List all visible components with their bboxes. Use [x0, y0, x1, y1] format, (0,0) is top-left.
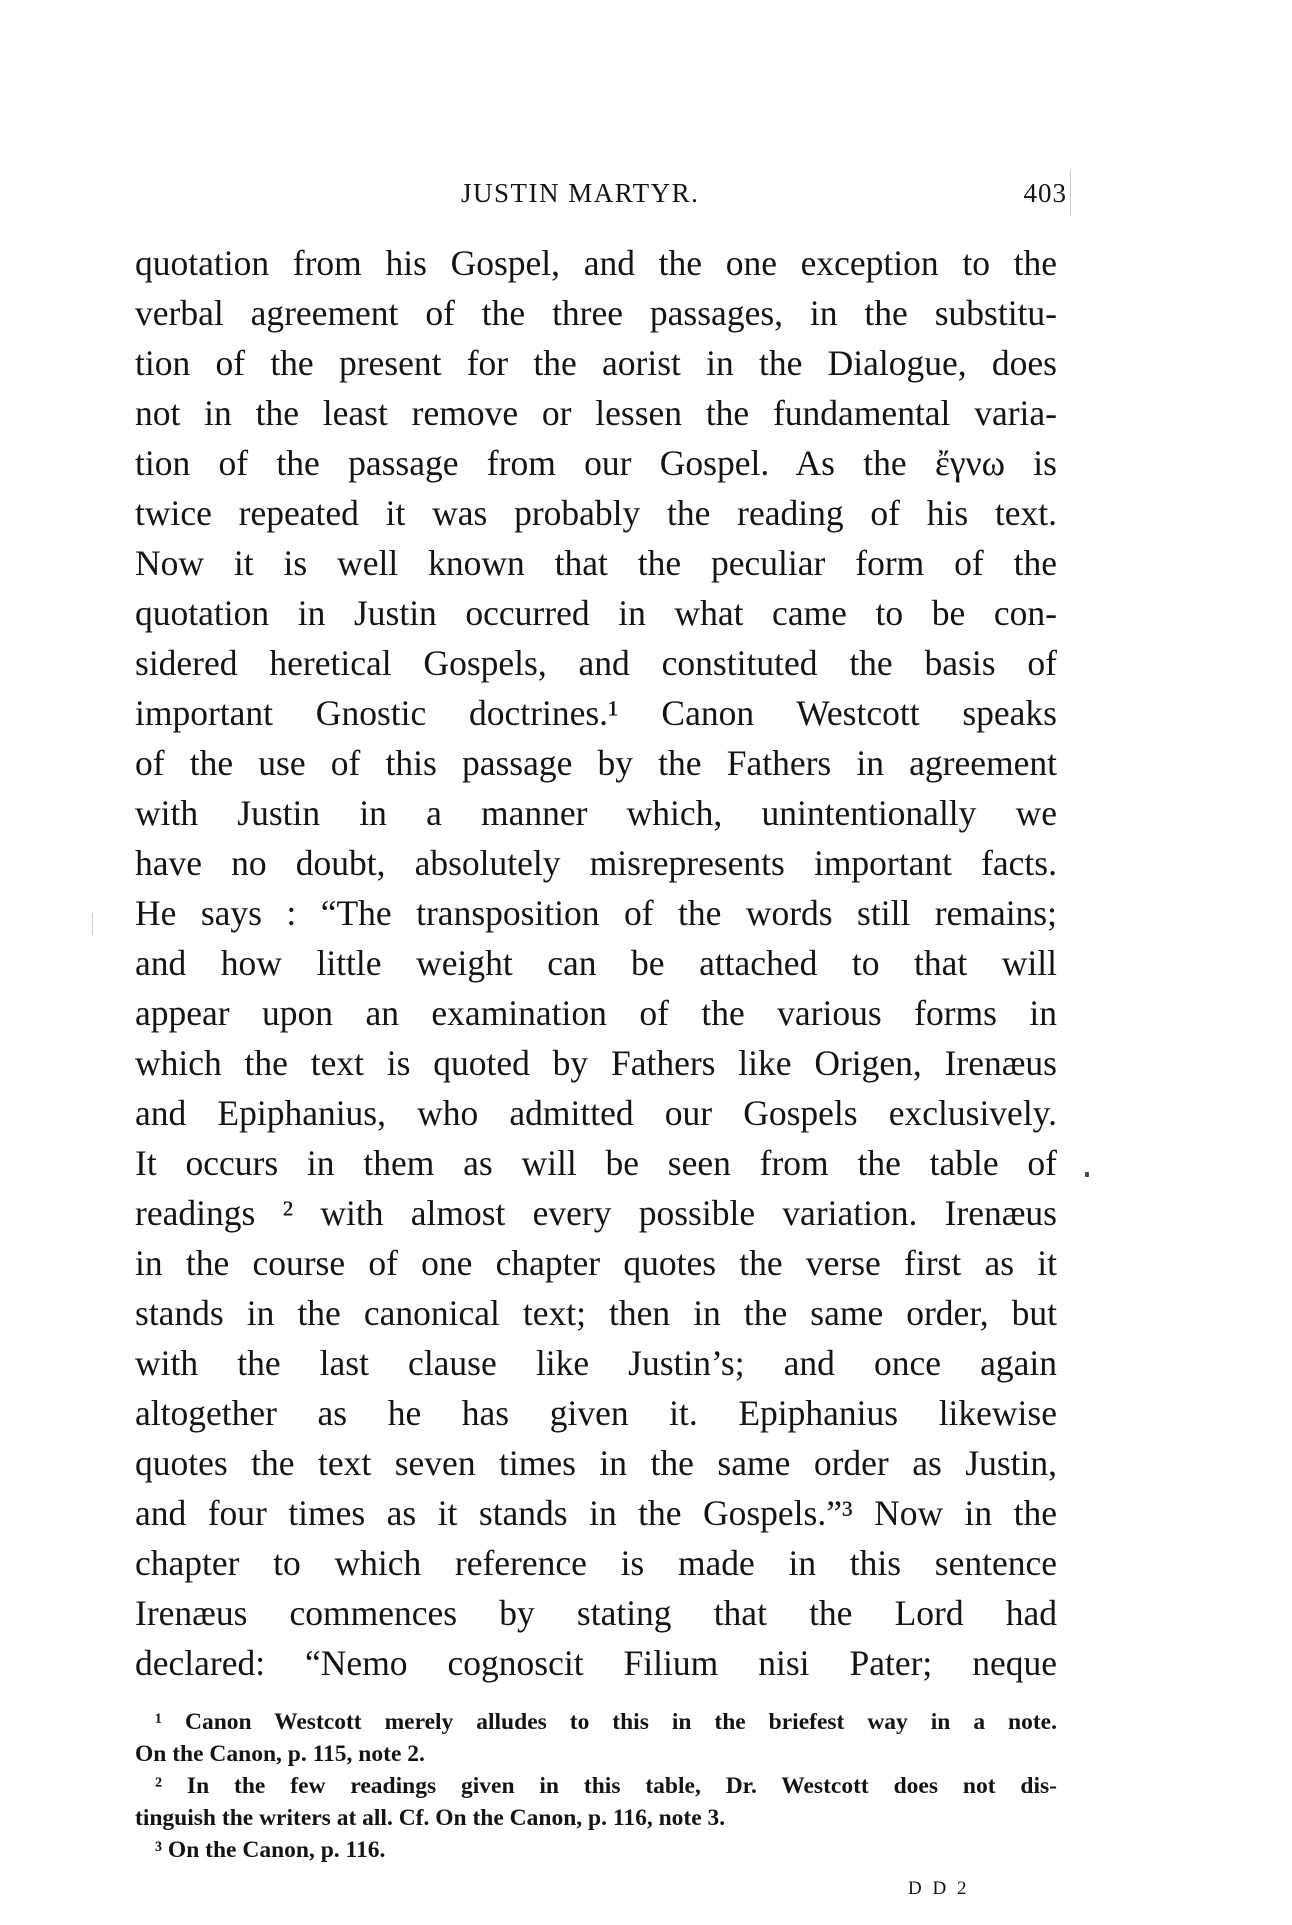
body-line: which the text is quoted by Fathers like Origen, Irenæus — [135, 1043, 1057, 1083]
signature-mark: D D 2 — [908, 1878, 970, 1899]
body-line: quotes the text seven times in the same order as Justin, — [135, 1443, 1057, 1483]
body-line: with the last clause like Justin’s; and once again — [135, 1343, 1057, 1383]
body-line: verbal agreement of the three passages, in the substitu- — [135, 293, 1057, 333]
body-line: twice repeated it was probably the reading of his text. — [135, 493, 1057, 533]
footnote-3-line: ³ On the Canon, p. 116. — [155, 1837, 386, 1863]
body-line: of the use of this passage by the Fathers in agreement — [135, 743, 1057, 783]
body-line: in the course of one chapter quotes the verse first as it — [135, 1243, 1057, 1283]
running-head — [135, 170, 1067, 210]
body-line: quotation in Justin occurred in what came to be con- — [135, 593, 1057, 633]
page-number: 403 — [1023, 178, 1067, 208]
margin-mark — [92, 913, 93, 935]
margin-dot — [1085, 1172, 1089, 1177]
body-line: Irenæus commences by stating that the Lord had — [135, 1593, 1057, 1633]
body-line: It occurs in them as will be seen from the table of — [135, 1143, 1057, 1183]
body-line: quotation from his Gospel, and the one exception to the — [135, 243, 1057, 283]
body-line: stands in the canonical text; then in the same order, but — [135, 1293, 1057, 1333]
footnote-1-line: ¹ Canon Westcott merely alludes to this in the briefest way in a note. — [155, 1709, 1057, 1735]
gutter-mark — [1070, 170, 1071, 216]
footnote-2-line: ² In the few readings given in this table, Dr. Westcott does not dis- — [155, 1773, 1057, 1799]
body-line: altogether as he has given it. Epiphanius likewise — [135, 1393, 1057, 1433]
body-line: Now it is well known that the peculiar form of the — [135, 543, 1057, 583]
body-line: important Gnostic doctrines.¹ Canon Westcott speaks — [135, 693, 1057, 733]
body-line: He says : “The transposition of the words still remains; — [135, 893, 1057, 933]
footnote-2-cont: tinguish the writers at all. Cf. On the Canon, p. 116, note 3. — [135, 1805, 726, 1831]
footnote-1-cont: On the Canon, p. 115, note 2. — [135, 1741, 425, 1767]
body-text — [135, 238, 1057, 1688]
body-line: and Epiphanius, who admitted our Gospels exclusively. — [135, 1093, 1057, 1133]
body-line: and how little weight can be attached to that will — [135, 943, 1057, 983]
body-line: and four times as it stands in the Gospels.”³ Now in the — [135, 1493, 1057, 1533]
body-line: not in the least remove or lessen the fundamental varia- — [135, 393, 1057, 433]
body-line: appear upon an examination of the various forms in — [135, 993, 1057, 1033]
body-line: have no doubt, absolutely misrepresents important facts. — [135, 843, 1057, 883]
body-line: declared: “Nemo cognoscit Filium nisi Pater; neque — [135, 1643, 1057, 1683]
body-line: sidered heretical Gospels, and constituted the basis of — [135, 643, 1057, 683]
body-line: tion of the passage from our Gospel. As the ἔγνω is — [135, 443, 1057, 483]
body-line: with Justin in a manner which, unintentionally we — [135, 793, 1057, 833]
body-line: readings ² with almost every possible variation. Irenæus — [135, 1193, 1057, 1233]
body-line: chapter to which reference is made in this sentence — [135, 1543, 1057, 1583]
running-title: JUSTIN MARTYR. — [461, 178, 700, 208]
body-line: tion of the present for the aorist in the Dialogue, does — [135, 343, 1057, 383]
footnotes — [135, 1706, 1057, 1866]
